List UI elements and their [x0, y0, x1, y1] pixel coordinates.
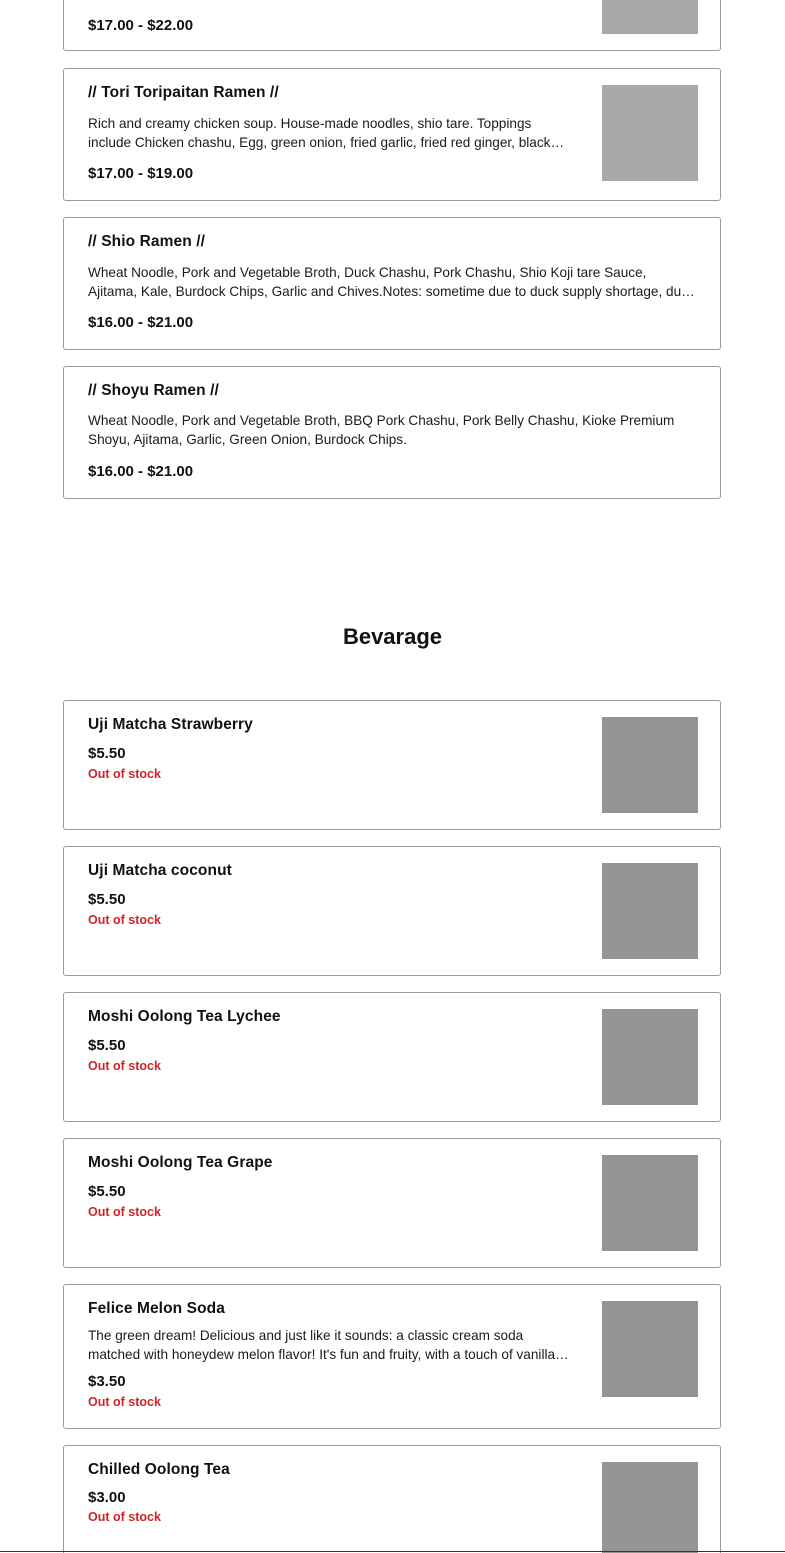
item-image: [602, 1009, 698, 1105]
item-image: [602, 0, 698, 34]
menu-item-card[interactable]: [63, 700, 721, 830]
item-price: $5.50: [88, 1183, 126, 1200]
item-image: [602, 863, 698, 959]
section-heading: Bevarage: [342, 624, 443, 649]
item-description: Wheat Noodle, Pork and Vegetable Broth, Duck Chashu, Pork Chashu, Shio Koji tare Sauce, Ajitama, Kale, Burdock Chips, Garlic and Chives.Notes: sometime due to duck supply shortage, duck: [88, 265, 695, 299]
item-price: $5.50: [88, 745, 126, 762]
out-of-stock-label: Out of stock: [88, 1510, 161, 1524]
item-image: [602, 717, 698, 813]
menu-item-card[interactable]: [63, 366, 721, 499]
out-of-stock-label: Out of stock: [88, 913, 161, 927]
item-image: [602, 1462, 698, 1553]
item-image: [602, 1155, 698, 1251]
out-of-stock-label: Out of stock: [88, 1395, 161, 1409]
item-title: Moshi Oolong Tea Lychee: [88, 1008, 281, 1025]
item-title: Chilled Oolong Tea: [88, 1461, 230, 1478]
out-of-stock-label: Out of stock: [88, 767, 161, 781]
out-of-stock-label: Out of stock: [88, 1205, 161, 1219]
item-price: $17.00 - $19.00: [88, 165, 194, 182]
bottom-edge-divider: [0, 1551, 785, 1552]
menu-item-card[interactable]: [63, 992, 721, 1122]
item-title: // Shio Ramen //: [88, 233, 206, 250]
menu-item-card[interactable]: [63, 1445, 721, 1553]
out-of-stock-label: Out of stock: [88, 1059, 161, 1073]
item-description: Rich and creamy chicken soup. House-made noodles, shio tare. Toppings include Chicken chashu, Egg, green onion, fried garlic, fried red ginger, black: [88, 116, 551, 150]
menu-item-card[interactable]: [63, 68, 721, 201]
item-description: The green dream! Delicious and just like it sounds: a classic cream soda matched with honeydew melon flavor! It's fun and fruity, with a touch of vanilla: [88, 1328, 556, 1362]
item-title: Uji Matcha Strawberry: [88, 716, 253, 733]
item-title: Uji Matcha coconut: [88, 862, 232, 879]
item-title: // Shoyu Ramen //: [88, 382, 219, 399]
item-image: [602, 1301, 698, 1397]
item-price: $3.00: [88, 1489, 126, 1506]
menu-item-card[interactable]: [63, 0, 721, 51]
item-price: $16.00 - $21.00: [88, 463, 194, 480]
menu-item-card[interactable]: [63, 1284, 721, 1429]
item-image: [602, 85, 698, 181]
item-title: // Tori Toripaitan Ramen //: [88, 84, 279, 101]
item-price: $5.50: [88, 1037, 126, 1054]
item-price: $17.00 - $22.00: [88, 17, 194, 34]
menu-item-card[interactable]: [63, 217, 721, 350]
menu-item-card[interactable]: [63, 846, 721, 976]
menu-item-card[interactable]: [63, 1138, 721, 1268]
item-price: $3.50: [88, 1373, 126, 1390]
item-title: Moshi Oolong Tea Grape: [88, 1154, 273, 1171]
item-price: $5.50: [88, 891, 126, 908]
item-price: $16.00 - $21.00: [88, 314, 194, 331]
item-description: Wheat Noodle, Pork and Vegetable Broth, BBQ Pork Chashu, Pork Belly Chashu, Kioke Premium Shoyu, Ajitama, Garlic, Green Onion, Burdock Chips.: [88, 413, 675, 447]
item-title: Felice Melon Soda: [88, 1300, 225, 1317]
